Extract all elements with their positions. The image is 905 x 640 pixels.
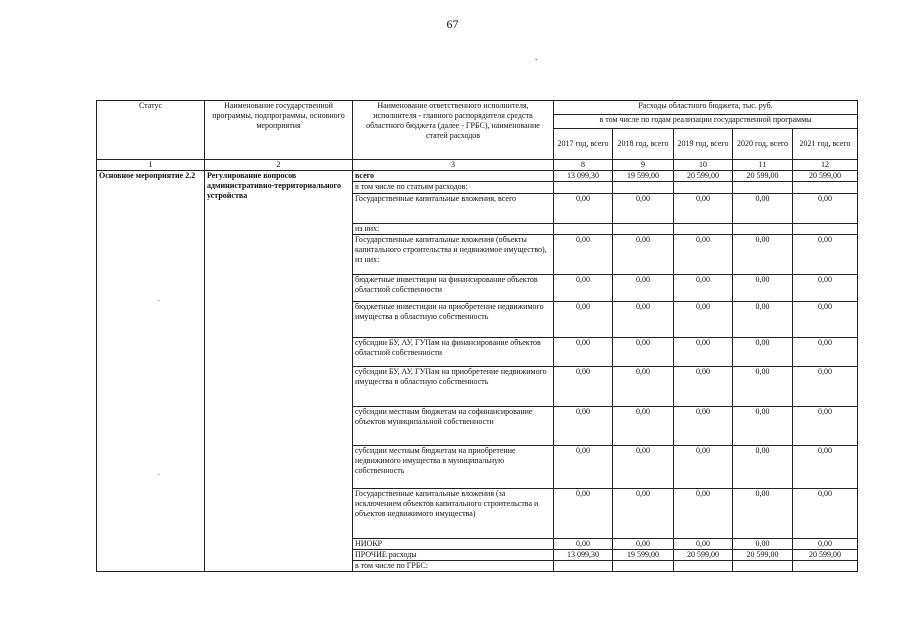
row-value <box>554 182 613 194</box>
row-label: Государственные капитальные вложения (объекты капитального строительства и недвижимое имущество), из них: <box>353 235 554 275</box>
header-executor: Наименование ответственного исполнителя, исполнителя - главного распорядителя средств областного бюджета (далее - ГРБС), наименование статей расходов <box>353 101 554 160</box>
column-number: 10 <box>674 160 733 171</box>
margin-mark: - <box>158 470 161 478</box>
row-label: ПРОЧИЕ расходы <box>353 550 554 561</box>
row-value: 0,00 <box>733 367 793 407</box>
stray-mark: . <box>535 52 538 62</box>
row-value: 0,00 <box>613 367 674 407</box>
status-cell: Основное мероприятие 2.2 <box>97 171 205 572</box>
row-label: субсидии БУ, АУ, ГУПам на финансирование объектов областной собственности <box>353 338 554 367</box>
row-value: 19 599,00 <box>613 171 674 182</box>
row-value: 0,00 <box>554 302 613 338</box>
row-value: 0,00 <box>733 489 793 539</box>
row-value <box>613 182 674 194</box>
row-value: 0,00 <box>793 275 858 302</box>
row-value: 0,00 <box>613 446 674 489</box>
row-value: 0,00 <box>613 407 674 446</box>
row-label: субсидии местным бюджетам на приобретение недвижимого имущества в муниципальную собственность <box>353 446 554 489</box>
row-value: 0,00 <box>733 407 793 446</box>
header-year: 2019 год, всего <box>674 129 733 160</box>
row-label: всего <box>353 171 554 182</box>
row-value: 0,00 <box>793 302 858 338</box>
margin-mark: - <box>158 296 161 304</box>
row-value: 0,00 <box>554 489 613 539</box>
row-value <box>793 224 858 235</box>
row-value <box>613 224 674 235</box>
row-value: 0,00 <box>674 275 733 302</box>
row-value: 0,00 <box>613 302 674 338</box>
row-label: из них: <box>353 224 554 235</box>
row-value <box>793 182 858 194</box>
row-label: НИОКР <box>353 539 554 550</box>
row-value: 13 099,30 <box>554 550 613 561</box>
row-value: 0,00 <box>674 446 733 489</box>
header-year: 2020 год, всего <box>733 129 793 160</box>
row-label: субсидии местным бюджетам на софинансирование объектов муниципальной собственности <box>353 407 554 446</box>
row-value <box>733 182 793 194</box>
header-program-name: Наименование государственной программы, подпрограммы, основного мероприятия <box>205 101 353 160</box>
row-value: 0,00 <box>613 539 674 550</box>
row-value: 0,00 <box>554 275 613 302</box>
column-number: 2 <box>205 160 353 171</box>
row-value: 0,00 <box>674 367 733 407</box>
row-value <box>613 561 674 572</box>
header-year: 2021 год, всего <box>793 129 858 160</box>
header-expenses: Расходы областного бюджета, тыс. руб. <box>554 101 858 115</box>
row-value: 0,00 <box>674 302 733 338</box>
row-value <box>554 224 613 235</box>
column-number: 12 <box>793 160 858 171</box>
row-value: 13 099,30 <box>554 171 613 182</box>
row-value: 20 599,00 <box>733 550 793 561</box>
row-value: 0,00 <box>674 338 733 367</box>
row-value: 0,00 <box>554 194 613 224</box>
program-cell: Регулирование вопросов административно-территориального устройства <box>205 171 353 572</box>
column-numbers-row <box>97 160 858 171</box>
column-number: 8 <box>554 160 613 171</box>
row-label: Государственные капитальные вложения (за исключением объектов капитального строительства и объектов недвижимого имущества) <box>353 489 554 539</box>
row-value: 0,00 <box>793 446 858 489</box>
row-value: 0,00 <box>554 338 613 367</box>
budget-table <box>96 100 858 572</box>
page-number: 67 <box>446 17 459 31</box>
row-value: 0,00 <box>674 539 733 550</box>
row-value: 0,00 <box>674 235 733 275</box>
row-label: в том числе по ГРБС: <box>353 561 554 572</box>
header-status: Статус <box>97 101 205 160</box>
row-value: 0,00 <box>613 235 674 275</box>
header-year: 2017 год, всего <box>554 129 613 160</box>
row-value: 0,00 <box>674 489 733 539</box>
row-value: 0,00 <box>554 235 613 275</box>
row-value: 0,00 <box>793 539 858 550</box>
row-value: 0,00 <box>733 338 793 367</box>
row-value <box>674 182 733 194</box>
header-row <box>97 101 858 115</box>
row-value: 0,00 <box>613 489 674 539</box>
row-value: 20 599,00 <box>674 550 733 561</box>
column-number: 11 <box>733 160 793 171</box>
column-number: 1 <box>97 160 205 171</box>
row-value: 0,00 <box>733 302 793 338</box>
row-value: 0,00 <box>613 338 674 367</box>
row-value: 0,00 <box>793 407 858 446</box>
row-value: 0,00 <box>793 489 858 539</box>
row-value: 20 599,00 <box>674 171 733 182</box>
row-value: 20 599,00 <box>733 171 793 182</box>
row-label: бюджетные инвестиции на финансирование объектов областной собственности <box>353 275 554 302</box>
row-value: 0,00 <box>554 367 613 407</box>
row-value: 0,00 <box>733 235 793 275</box>
row-value: 0,00 <box>733 446 793 489</box>
row-value <box>674 224 733 235</box>
row-label: бюджетные инвестиции на приобретение недвижимого имущества в областную собственность <box>353 302 554 338</box>
row-value <box>793 561 858 572</box>
row-value: 0,00 <box>793 235 858 275</box>
row-value: 0,00 <box>674 407 733 446</box>
header-year: 2018 год, всего <box>613 129 674 160</box>
column-number: 3 <box>353 160 554 171</box>
row-value: 19 599,00 <box>613 550 674 561</box>
row-value <box>733 561 793 572</box>
row-label: Государственные капитальные вложения, всего <box>353 194 554 224</box>
row-label: в том числе по статьям расходов: <box>353 182 554 194</box>
row-value <box>674 561 733 572</box>
row-value: 0,00 <box>613 275 674 302</box>
row-value: 0,00 <box>554 446 613 489</box>
row-label: субсидии БУ, АУ, ГУПам на приобретение недвижимого имущества в областную собственность <box>353 367 554 407</box>
row-value: 0,00 <box>733 539 793 550</box>
row-value: 0,00 <box>793 194 858 224</box>
row-value: 0,00 <box>554 539 613 550</box>
row-value: 0,00 <box>733 275 793 302</box>
row-value: 0,00 <box>793 367 858 407</box>
row-value: 20 599,00 <box>793 171 858 182</box>
row-value: 0,00 <box>793 338 858 367</box>
row-value: 20 599,00 <box>793 550 858 561</box>
row-value: 0,00 <box>554 407 613 446</box>
row-value: 0,00 <box>733 194 793 224</box>
row-value: 0,00 <box>674 194 733 224</box>
column-number: 9 <box>613 160 674 171</box>
row-value <box>554 561 613 572</box>
row-value <box>733 224 793 235</box>
table-row <box>97 171 858 182</box>
row-value: 0,00 <box>613 194 674 224</box>
header-by-years: в том числе по годам реализации государственной программы <box>554 115 858 129</box>
